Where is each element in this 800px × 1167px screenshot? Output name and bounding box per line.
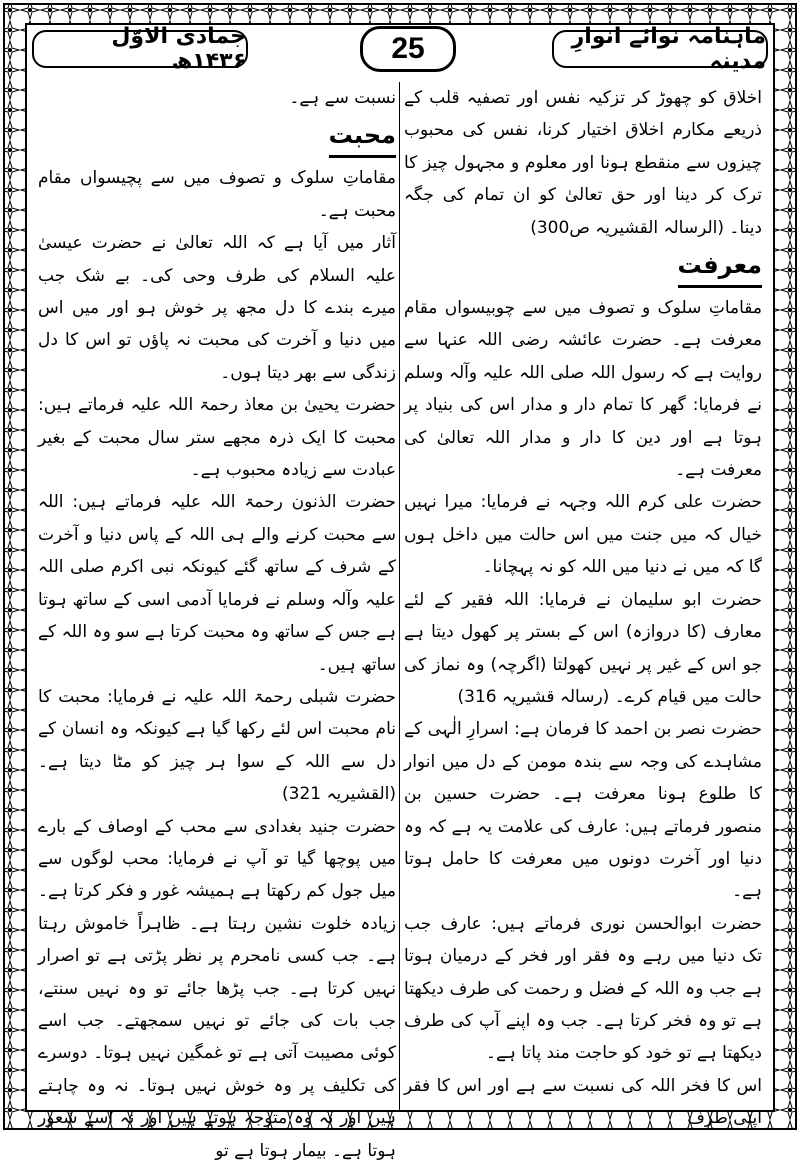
issue-date: جمادی الاوّل ۱۴۳۶ھ — [32, 30, 248, 68]
right-paragraph-6: اس کا فخر اللہ کی نسبت سے ہے اور اس کا فقر اپنی طرف — [404, 1075, 762, 1129]
right-paragraph-3: حضرت ابو سلیمان نے فرمایا: اللہ فقیر کے لئے معارف (کا دروازہ) اس کے بستر پر کھول دیتا ہے جو اس کے غیر پر نہیں کھولتا (اگرچہ) وہ نماز کی حالت میں قیام کرے۔ (رسالہ قشیریہ 316) — [404, 589, 762, 707]
left-paragraph-3: حضرت یحییٰ بن معاذ رحمۃ اللہ علیہ فرماتے ہیں: محبت کا ایک ذرہ مجھے ستر سال محبت کے بغیر عبادت سے زیادہ محبوب ہے۔ — [38, 395, 396, 481]
magazine-title: ماہنامہ نوائے انوارِ مدینہ — [552, 30, 768, 68]
page-number: 25 — [360, 26, 456, 72]
right-paragraph-2: حضرت علی کرم اللہ وجہہ نے فرمایا: میرا نہیں خیال کہ میں جنت میں اس حالت میں داخل ہوں گا کہ میں نے دنیا میں اللہ کو نہ پہچانا۔ — [404, 492, 762, 578]
left-paragraph-4: حضرت الذنون رحمۃ اللہ علیہ فرماتے ہیں: اللہ سے محبت کرنے والے ہی اللہ کے پاس دنیا و آخرت کے شرف کے ساتھ گئے کیونکہ نبی اکرم صلی اللہ علیہ وآلہ وسلم نے فرمایا آدمی اسی کے ساتھ ہوتا ہے جس کے ساتھ وہ محبت کرتا ہے سو وہ اللہ کے ساتھ ہیں۔ — [38, 492, 396, 675]
left-paragraph-2: آثار میں آیا ہے کہ اللہ تعالیٰ نے حضرت عیسیٰ علیہ السلام کی طرف وحی کی۔ بے شک جب میرے بندے کا دل مجھ پر خوش ہو اور میں اس میں دنیا و آخرت کی محبت نہ پاؤں تو اس کا دل زندگی سے بھر دیتا ہوں۔ — [38, 233, 396, 383]
right-paragraph-5: حضرت ابوالحسن نوری فرماتے ہیں: عارف جب تک دنیا میں رہے وہ فقر اور فخر کے درمیان ہوتا ہے جب وہ اللہ کے فضل و رحمت کی طرف دیکھتا ہے تو وہ فخر کرتا ہے۔ جب وہ اپنے آپ کی طرف دیکھتا ہے تو خود کو حاجت مند پاتا ہے۔ — [404, 913, 762, 1064]
page-header — [32, 24, 768, 74]
left-paragraph-1: مقاماتِ سلوک و تصوف میں سے پچیسواں مقام محبت ہے۔ — [38, 168, 396, 221]
left-paragraph-5: حضرت شبلی رحمۃ اللہ علیہ نے فرمایا: محبت کا نام محبت اس لئے رکھا گیا ہے کیونکہ وہ انسان کے دل سے اللہ کے سوا ہر چیز کو مٹا دیتا ہے۔ (القشیریہ 321) — [38, 686, 396, 805]
column-divider — [399, 82, 400, 1112]
section-heading-marifat: معرفت — [678, 246, 762, 288]
left-paragraph-6: حضرت جنید بغدادی سے محب کے اوصاف کے بارے میں پوچھا گیا تو آپ نے فرمایا: محب لوگوں سے میل جول کم رکھتا ہے ہمیشہ غور و فکر کرتا ہے۔ زیادہ خلوت نشین رہتا ہے۔ ظاہراً خاموش رہتا ہے۔ جب کسی نامحرم پر نظر پڑتی ہے تو اصرار نہیں کرتا ہے۔ جب پڑھا جائے تو وہ نہیں سنتے، جب بات کی جائے تو نہیں سمجھتے۔ جب اسے کوئی مصیبت آتی ہے تو غمگین نہیں ہوتا۔ دوسرے کی تکلیف پر وہ خوش نہیں ہوتا۔ نہ وہ چاہتے ہیں اور نہ وہ متوجہ ہوتے ہیں اور نہ اسے شعور ہوتا ہے۔ بیمار ہوتا ہے تو — [38, 816, 396, 1161]
left-column — [38, 82, 396, 1167]
section-heading-mohabbat: محبت — [329, 116, 396, 158]
right-paragraph-4: حضرت نصر بن احمد کا فرمان ہے: اسرارِ الٰہی کے مشاہدے کی وجہ سے بندہ مومن کے دل میں انوار کا طلوع ہونا معرفت ہے۔ حضرت حسین بن منصور فرماتے ہیں: عارف کی علامت یہ ہے کہ وہ دنیا اور آخرت دونوں میں معرفت کا حامل ہوتا ہے۔ — [404, 719, 762, 902]
right-column — [404, 82, 762, 1135]
left-intro-paragraph: نسبت سے ہے۔ — [289, 88, 396, 108]
right-paragraph-1: مقاماتِ سلوک و تصوف میں سے چوبیسواں مقام معرفت ہے۔ حضرت عائشہ رضی اللہ عنہا سے روایت ہے کہ رسول اللہ صلی اللہ علیہ وآلہ وسلم نے فرمایا: گھر کا تمام دار و مدار اس کی بنیاد پر ہوتا ہے اور دین کا دار و مدار اللہ تعالیٰ کی معرفت ہے۔ — [404, 298, 762, 481]
right-intro-paragraph: اخلاق کو چھوڑ کر تزکیہ نفس اور تصفیہ قلب کے ذریعے مکارم اخلاق اختیار کرنا، نفس کی محبوب چیزوں سے منقطع ہونا اور معلوم و مجہول چیز کا ترک کر دینا اور حق تعالیٰ کو ان تمام کی جگہ دینا۔ (الرسالہ القشیریہ ص300) — [404, 88, 762, 238]
